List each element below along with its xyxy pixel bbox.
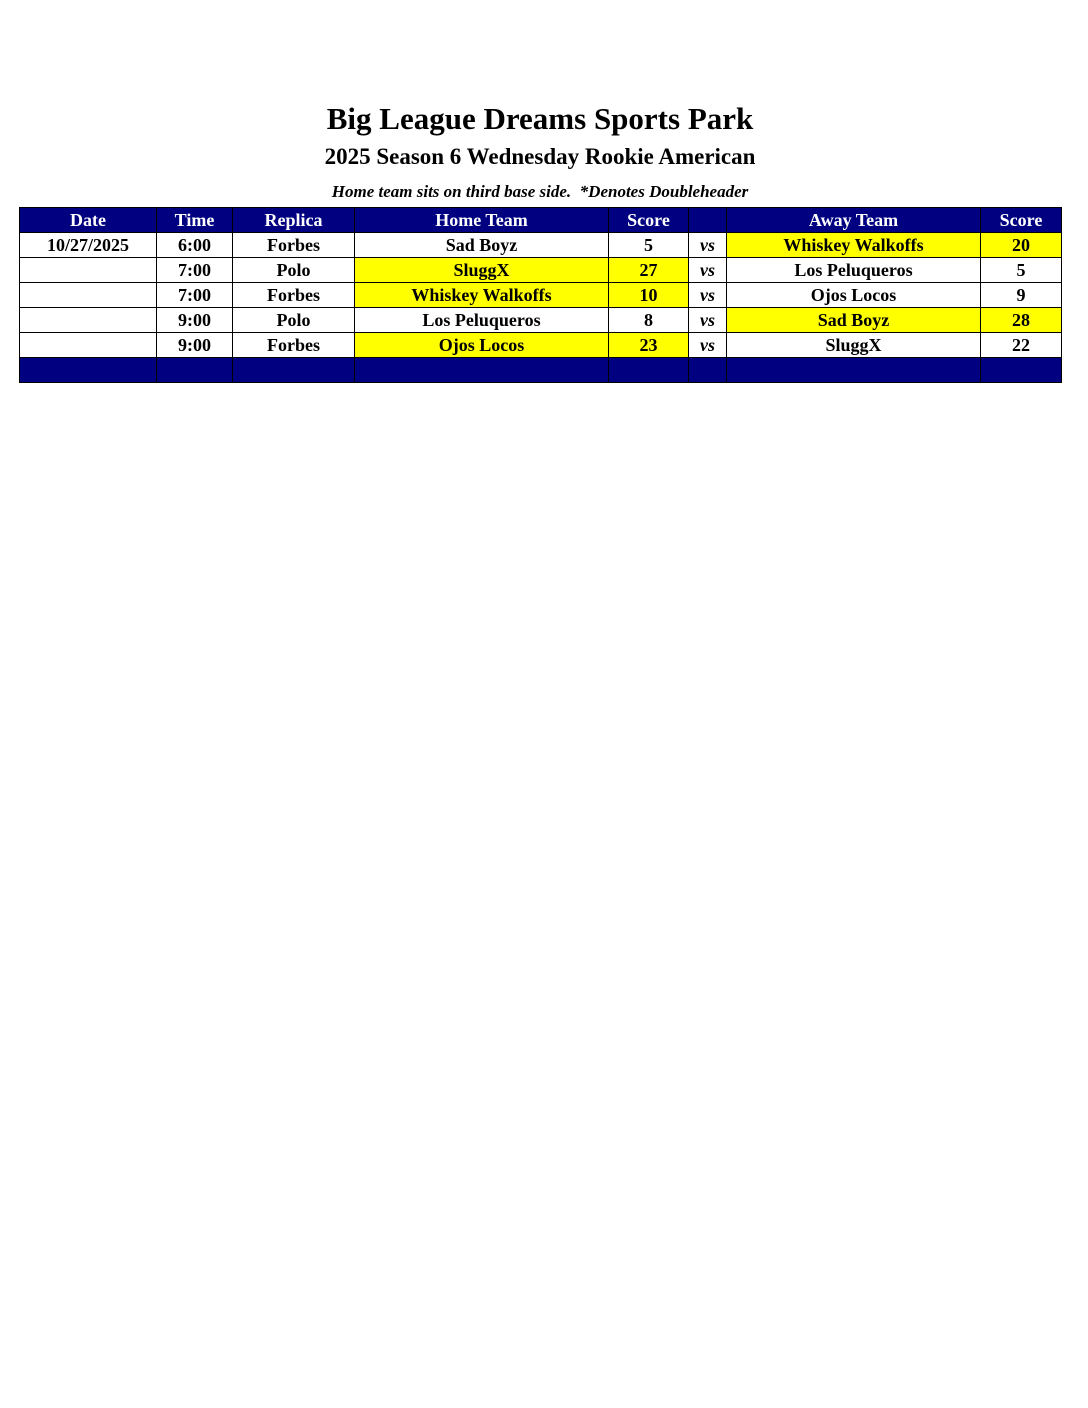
away-team-cell: Ojos Locos [727,283,981,308]
footer-cell [689,358,727,383]
schedule-table [19,207,1062,383]
footer-cell [609,358,689,383]
date-cell: 10/27/2025 [20,233,157,258]
page-subtitle: 2025 Season 6 Wednesday Rookie American [324,144,756,169]
column-header-away-team: Away Team [727,208,981,233]
home-score-cell: 23 [609,333,689,358]
away-score-cell: 20 [981,233,1062,258]
column-header-replica: Replica [233,208,355,233]
replica-cell: Forbes [233,233,355,258]
footer-cell [981,358,1062,383]
vs-cell: vs [689,258,727,283]
schedule-note: Home team sits on third base side. *Denotes Doubleheader [331,182,749,201]
time-cell: 6:00 [157,233,233,258]
away-team-cell: Sad Boyz [727,308,981,333]
table-row [20,233,1062,258]
time-cell: 9:00 [157,308,233,333]
replica-cell: Forbes [233,283,355,308]
time-cell: 7:00 [157,258,233,283]
page-title: Big League Dreams Sports Park [326,101,754,136]
table-row [20,308,1062,333]
date-cell [20,283,157,308]
column-header-home-team: Home Team [355,208,609,233]
home-score-cell: 8 [609,308,689,333]
replica-cell: Polo [233,258,355,283]
table-row [20,258,1062,283]
column-header-away-score: Score [981,208,1062,233]
date-cell [20,258,157,283]
footer-cell [20,358,157,383]
vs-cell: vs [689,308,727,333]
table-row [20,333,1062,358]
away-score-cell: 28 [981,308,1062,333]
away-score-cell: 5 [981,258,1062,283]
table-row [20,283,1062,308]
replica-cell: Forbes [233,333,355,358]
table-footer-row [20,358,1062,383]
away-team-cell: Los Peluqueros [727,258,981,283]
home-team-cell: Los Peluqueros [355,308,609,333]
away-score-cell: 9 [981,283,1062,308]
column-header-time: Time [157,208,233,233]
date-cell [20,308,157,333]
home-team-cell: Ojos Locos [355,333,609,358]
table-header-row [20,208,1062,233]
home-score-cell: 10 [609,283,689,308]
away-team-cell: SluggX [727,333,981,358]
home-team-cell: Sad Boyz [355,233,609,258]
vs-cell: vs [689,233,727,258]
vs-cell: vs [689,333,727,358]
time-cell: 7:00 [157,283,233,308]
time-cell: 9:00 [157,333,233,358]
vs-cell: vs [689,283,727,308]
home-score-cell: 5 [609,233,689,258]
footer-cell [727,358,981,383]
away-team-cell: Whiskey Walkoffs [727,233,981,258]
footer-cell [157,358,233,383]
date-cell [20,333,157,358]
home-team-cell: SluggX [355,258,609,283]
column-header-home-score: Score [609,208,689,233]
footer-cell [233,358,355,383]
replica-cell: Polo [233,308,355,333]
away-score-cell: 22 [981,333,1062,358]
home-team-cell: Whiskey Walkoffs [355,283,609,308]
column-header-vs [689,208,727,233]
column-header-date: Date [20,208,157,233]
home-score-cell: 27 [609,258,689,283]
footer-cell [355,358,609,383]
